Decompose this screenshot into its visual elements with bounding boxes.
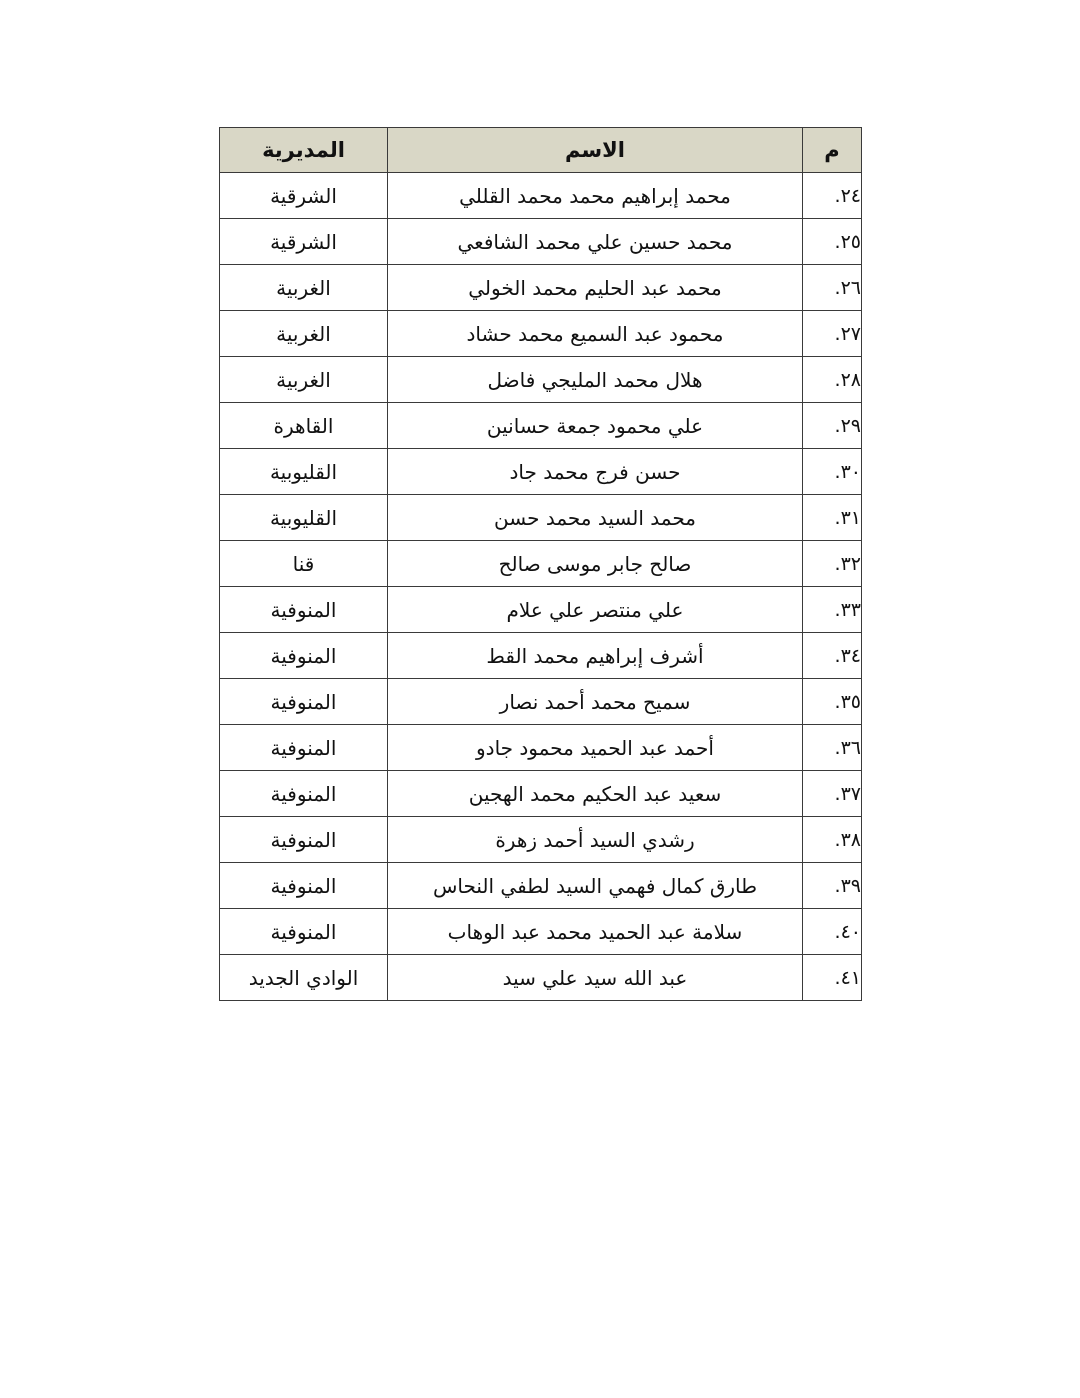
row-name: صالح جابر موسى صالح xyxy=(388,541,803,587)
names-table xyxy=(219,127,862,1001)
row-name: سميح محمد أحمد نصار xyxy=(388,679,803,725)
table-row xyxy=(220,725,862,771)
row-directorate: الشرقية xyxy=(220,173,388,219)
row-directorate: الشرقية xyxy=(220,219,388,265)
row-directorate: القاهرة xyxy=(220,403,388,449)
table-row xyxy=(220,955,862,1001)
row-number: ٣٥. xyxy=(803,679,862,725)
row-directorate: المنوفية xyxy=(220,863,388,909)
table-row xyxy=(220,679,862,725)
row-name: محمد حسين علي محمد الشافعي xyxy=(388,219,803,265)
table-row xyxy=(220,449,862,495)
row-directorate: القليوبية xyxy=(220,449,388,495)
row-number: ٤٠. xyxy=(803,909,862,955)
row-number: ٢٨. xyxy=(803,357,862,403)
row-number: ٣٩. xyxy=(803,863,862,909)
table-row xyxy=(220,633,862,679)
row-directorate: المنوفية xyxy=(220,725,388,771)
row-number: ٣٠. xyxy=(803,449,862,495)
table-row xyxy=(220,817,862,863)
row-number: ٢٩. xyxy=(803,403,862,449)
row-directorate: قنا xyxy=(220,541,388,587)
row-name: سعيد عبد الحكيم محمد الهجين xyxy=(388,771,803,817)
row-number: ٤١. xyxy=(803,955,862,1001)
table-row xyxy=(220,587,862,633)
header-name: الاسم xyxy=(388,128,803,173)
row-directorate: المنوفية xyxy=(220,587,388,633)
row-name: محمد عبد الحليم محمد الخولي xyxy=(388,265,803,311)
row-name: محمود عبد السميع محمد حشاد xyxy=(388,311,803,357)
row-name: سلامة عبد الحميد محمد عبد الوهاب xyxy=(388,909,803,955)
row-number: ٣٣. xyxy=(803,587,862,633)
table-row xyxy=(220,863,862,909)
table-row xyxy=(220,909,862,955)
row-number: ٢٥. xyxy=(803,219,862,265)
row-directorate: المنوفية xyxy=(220,909,388,955)
table-row xyxy=(220,403,862,449)
row-name: رشدي السيد أحمد زهرة xyxy=(388,817,803,863)
table-row xyxy=(220,265,862,311)
row-number: ٣٨. xyxy=(803,817,862,863)
row-directorate: المنوفية xyxy=(220,633,388,679)
row-name: أحمد عبد الحميد محمود جادو xyxy=(388,725,803,771)
row-number: ٣١. xyxy=(803,495,862,541)
table-row xyxy=(220,311,862,357)
header-directorate: المديرية xyxy=(220,128,388,173)
row-directorate: الوادي الجديد xyxy=(220,955,388,1001)
row-name: أشرف إبراهيم محمد القط xyxy=(388,633,803,679)
row-number: ٢٦. xyxy=(803,265,862,311)
row-number: ٣٤. xyxy=(803,633,862,679)
row-directorate: المنوفية xyxy=(220,771,388,817)
table-header xyxy=(220,128,862,173)
row-number: ٣٢. xyxy=(803,541,862,587)
row-number: ٣٦. xyxy=(803,725,862,771)
row-directorate: المنوفية xyxy=(220,679,388,725)
row-directorate: القليوبية xyxy=(220,495,388,541)
table-row xyxy=(220,219,862,265)
table-row xyxy=(220,173,862,219)
row-name: محمد إبراهيم محمد محمد القللي xyxy=(388,173,803,219)
row-number: ٢٧. xyxy=(803,311,862,357)
row-name: عبد الله سيد علي سيد xyxy=(388,955,803,1001)
row-name: حسن فرج محمد جاد xyxy=(388,449,803,495)
table-body xyxy=(220,173,862,1001)
row-number: ٣٧. xyxy=(803,771,862,817)
row-directorate: الغربية xyxy=(220,265,388,311)
row-number: ٢٤. xyxy=(803,173,862,219)
table-row xyxy=(220,771,862,817)
header-row xyxy=(220,128,862,173)
table-row xyxy=(220,541,862,587)
row-name: هلال محمد المليجي فاضل xyxy=(388,357,803,403)
row-name: علي محمود جمعة حسانين xyxy=(388,403,803,449)
row-directorate: الغربية xyxy=(220,311,388,357)
row-directorate: الغربية xyxy=(220,357,388,403)
row-directorate: المنوفية xyxy=(220,817,388,863)
row-name: طارق كمال فهمي السيد لطفي النحاس xyxy=(388,863,803,909)
row-name: علي منتصر علي علام xyxy=(388,587,803,633)
table-row xyxy=(220,495,862,541)
row-name: محمد السيد محمد حسن xyxy=(388,495,803,541)
table-row xyxy=(220,357,862,403)
header-number: م xyxy=(803,128,862,173)
